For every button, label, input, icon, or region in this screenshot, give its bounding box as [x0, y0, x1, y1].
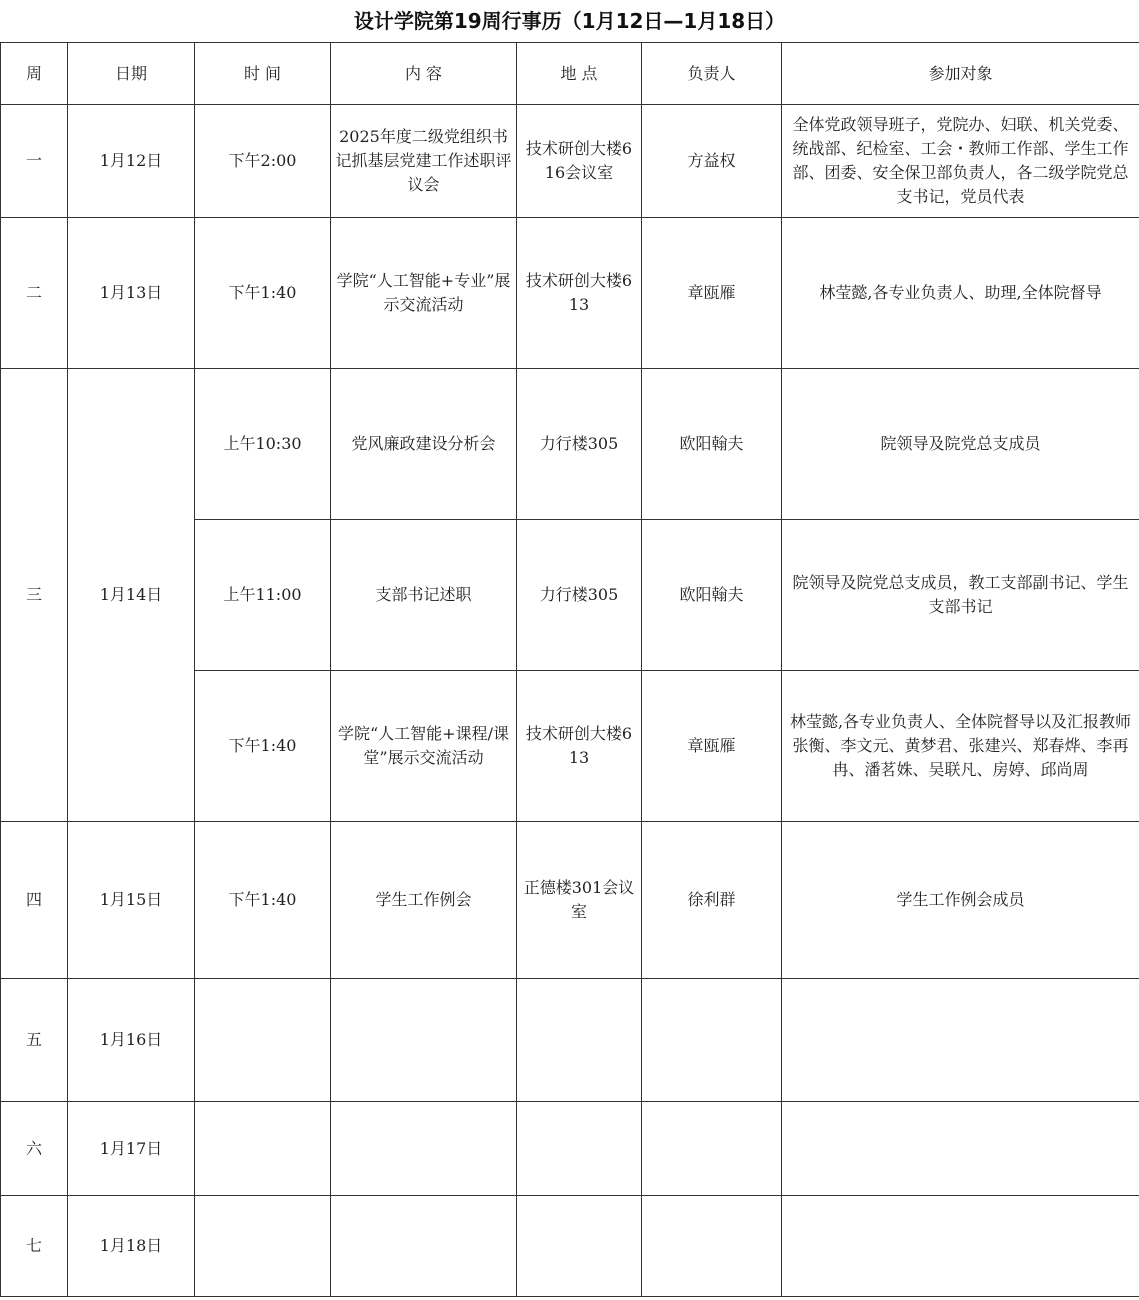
schedule-table	[0, 42, 1139, 1297]
header-location: 地 点	[517, 43, 642, 105]
header-row	[1, 43, 1139, 105]
participants-cell: 学生工作例会成员	[782, 822, 1139, 979]
content-cell	[331, 1102, 517, 1196]
time-cell: 下午2:00	[195, 105, 331, 218]
week-cell: 五	[1, 979, 68, 1102]
table-row	[1, 822, 1139, 979]
date-cell: 1月17日	[68, 1102, 195, 1196]
time-cell: 下午1:40	[195, 822, 331, 979]
owner-cell: 欧阳翰夫	[642, 520, 782, 671]
date-cell: 1月18日	[68, 1196, 195, 1297]
location-cell: 技术研创大楼616会议室	[517, 105, 642, 218]
time-cell	[195, 1102, 331, 1196]
content-cell: 2025年度二级党组织书记抓基层党建工作述职评议会	[331, 105, 517, 218]
header-week: 周	[1, 43, 68, 105]
table-row	[1, 1102, 1139, 1196]
week-cell: 三	[1, 369, 68, 822]
content-cell	[331, 979, 517, 1102]
content-cell: 学院“人工智能+专业”展示交流活动	[331, 218, 517, 369]
table-row	[1, 218, 1139, 369]
table-row	[1, 369, 1139, 520]
participants-cell	[782, 979, 1139, 1102]
table-row	[1, 105, 1139, 218]
header-date: 日期	[68, 43, 195, 105]
participants-cell: 林莹懿,各专业负责人、助理,全体院督导	[782, 218, 1139, 369]
owner-cell: 徐利群	[642, 822, 782, 979]
week-cell: 六	[1, 1102, 68, 1196]
owner-cell	[642, 1102, 782, 1196]
header-content: 内 容	[331, 43, 517, 105]
owner-cell	[642, 1196, 782, 1297]
location-cell	[517, 1102, 642, 1196]
date-cell: 1月12日	[68, 105, 195, 218]
participants-cell	[782, 1102, 1139, 1196]
week-cell: 七	[1, 1196, 68, 1297]
week-cell: 二	[1, 218, 68, 369]
week-cell: 四	[1, 822, 68, 979]
header-time: 时 间	[195, 43, 331, 105]
participants-cell: 院领导及院党总支成员，教工支部副书记、学生支部书记	[782, 520, 1139, 671]
table-row	[1, 1196, 1139, 1297]
table-row	[1, 979, 1139, 1102]
location-cell: 力行楼305	[517, 520, 642, 671]
date-cell: 1月16日	[68, 979, 195, 1102]
time-cell	[195, 979, 331, 1102]
owner-cell	[642, 979, 782, 1102]
header-owner: 负责人	[642, 43, 782, 105]
content-cell: 学生工作例会	[331, 822, 517, 979]
owner-cell: 方益权	[642, 105, 782, 218]
content-cell: 学院“人工智能+课程/课堂”展示交流活动	[331, 671, 517, 822]
content-cell: 党风廉政建设分析会	[331, 369, 517, 520]
owner-cell: 章瓯雁	[642, 218, 782, 369]
location-cell: 技术研创大楼613	[517, 218, 642, 369]
time-cell: 上午10:30	[195, 369, 331, 520]
content-cell: 支部书记述职	[331, 520, 517, 671]
location-cell: 技术研创大楼613	[517, 671, 642, 822]
participants-cell	[782, 1196, 1139, 1297]
header-participants: 参加对象	[782, 43, 1139, 105]
location-cell	[517, 1196, 642, 1297]
week-cell: 一	[1, 105, 68, 218]
participants-cell: 林莹懿,各专业负责人、全体院督导以及汇报教师张衡、李文元、黄梦君、张建兴、郑春烨、李再冉、潘茗姝、吴联凡、房婷、邱尚周	[782, 671, 1139, 822]
location-cell	[517, 979, 642, 1102]
location-cell: 力行楼305	[517, 369, 642, 520]
owner-cell: 欧阳翰夫	[642, 369, 782, 520]
content-cell	[331, 1196, 517, 1297]
date-cell: 1月14日	[68, 369, 195, 822]
participants-cell: 院领导及院党总支成员	[782, 369, 1139, 520]
time-cell: 上午11:00	[195, 520, 331, 671]
participants-cell: 全体党政领导班子，党院办、妇联、机关党委、统战部、纪检室、工会・教师工作部、学生工作部、团委、安全保卫部负责人，各二级学院党总支书记，党员代表	[782, 105, 1139, 218]
location-cell: 正德楼301会议室	[517, 822, 642, 979]
page-title: 设计学院第19周行事历（1月12日—1月18日）	[353, 9, 786, 33]
time-cell: 下午1:40	[195, 218, 331, 369]
date-cell: 1月13日	[68, 218, 195, 369]
time-cell	[195, 1196, 331, 1297]
date-cell: 1月15日	[68, 822, 195, 979]
owner-cell: 章瓯雁	[642, 671, 782, 822]
time-cell: 下午1:40	[195, 671, 331, 822]
